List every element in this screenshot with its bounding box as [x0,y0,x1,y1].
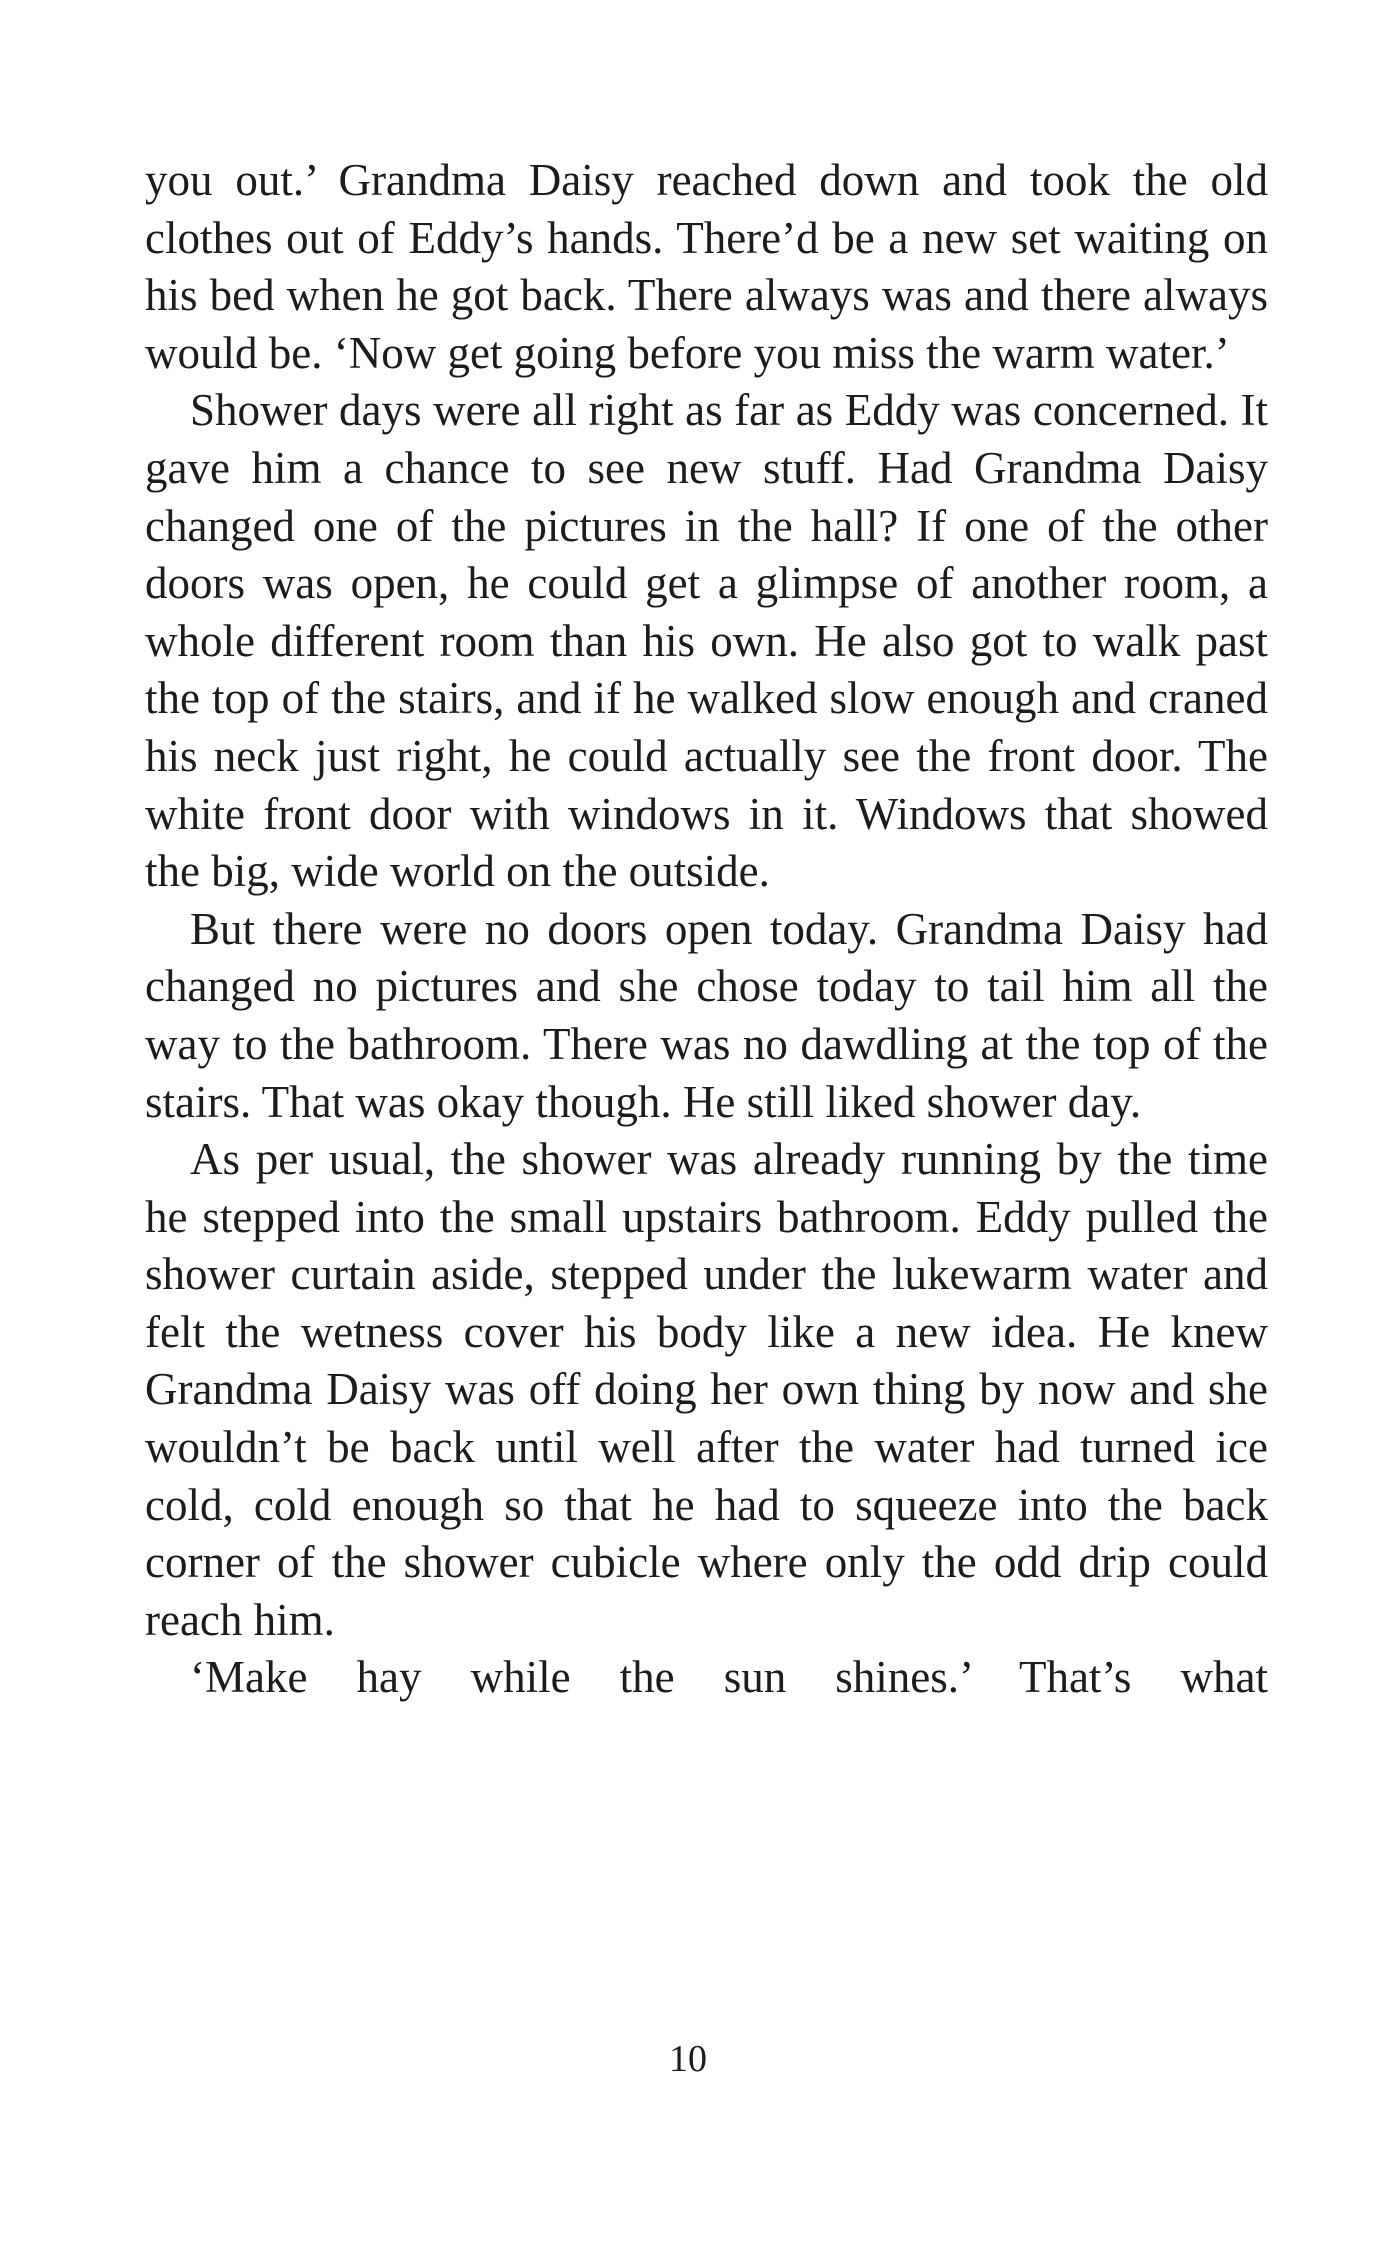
paragraph-1: you out.’ Grandma Daisy reached down and took the old clothes out of Eddy’s hands. There’d be a new set waiting on his bed when he got back. There always was and there always would be. ‘Now get going before you miss the warm water.’ [145,155,1268,378]
paragraph-3: But there were no doors open today. Grandma Daisy had changed no pictures and she chose today to tail him all the way to the bathroom. There was no dawdling at the top of the stairs. That was okay though. He still liked shower day. [145,903,1268,1127]
page-number: 10 [669,2038,707,2080]
paragraph-2: Shower days were all right as far as Eddy was concerned. It gave him a chance to see new stuff. Had Grandma Daisy changed one of the pictures in the hall? If one of the other doors was open, he could get a glimpse of another room, a whole different room than his own. He also got to walk past the top of the stairs, and if he walked slow enough and craned his neck just right, he could actually see the front door. The white front door with windows in it. Windows that showed the big, wide world on the outside. [145,385,1268,897]
paragraph-5: ‘Make hay while the sun shines.’ That’s what [190,1652,1268,1703]
paragraph-4: As per usual, the shower was already running by the time he stepped into the small upstairs bathroom. Eddy pulled the shower curtain aside, stepped under the lukewarm water and felt the wetness cover his body like a new idea. He knew Grandma Daisy was off doing her own thing by now and she wouldn’t be back until well after the water had turned ice cold, cold enough so that he had to squeeze into the back corner of the shower cubicle where only the odd drip could reach him. [145,1134,1268,1645]
body-text [145,152,1268,1707]
